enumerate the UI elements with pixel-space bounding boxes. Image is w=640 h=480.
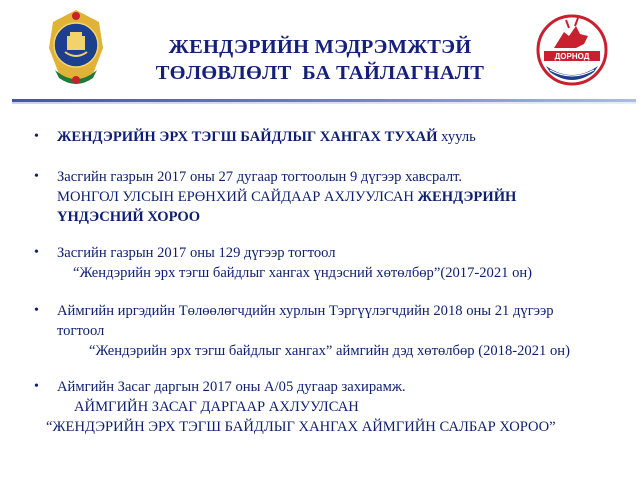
- bullet-2: •: [34, 169, 39, 184]
- bullet-5: •: [34, 379, 39, 394]
- dornod-emblem-icon: [536, 14, 608, 86]
- bullet-1: •: [34, 129, 39, 144]
- item-2-line-2: МОНГОЛ УЛСЫН ЕРӨНХИЙ САЙДААР АХЛУУЛСАН: [57, 189, 418, 205]
- item-4-line-2: тогтоол: [57, 323, 105, 339]
- item-3-line-1: Засгийн газрын 2017 оны 129 дүгээр тогтоол: [57, 245, 336, 261]
- item-2-line-1: Засгийн газрын 2017 оны 27 дугаар тогтоолын 9 дүгээр хавсралт.: [57, 169, 463, 185]
- list-item-5: [46, 377, 556, 437]
- item-4-line-3: “Жендэрийн эрх тэгш байдлыг хангах” аймгийн дэд хөтөлбөр (2018-2021 он): [89, 343, 570, 359]
- page-title: [110, 34, 530, 86]
- item-3-line-2: “Жендэрийн эрх тэгш байдлыг хангах үндэсний хөтөлбөр”(2017-2021 он): [73, 265, 533, 281]
- bullet-4: •: [34, 303, 39, 318]
- bullet-3: •: [34, 245, 39, 260]
- title-line-2: ТӨЛӨВЛӨЛТ БА ТАЙЛАГНАЛТ: [155, 62, 485, 84]
- dornod-label: ДОРНОД: [554, 52, 590, 61]
- title-line-1: ЖЕНДЭРИЙН МЭДРЭМЖТЭЙ: [168, 36, 472, 58]
- header-divider-shadow: [12, 102, 636, 104]
- item-5-line-1: Аймгийн Засаг даргын 2017 оны А/05 дугаар захирамж.: [57, 379, 406, 395]
- list-item-4: [57, 301, 570, 361]
- state-emblem-icon: [47, 8, 105, 88]
- item-5-line-3: “ЖЕНДЭРИЙН ЭРХ ТЭГШ БАЙДЛЫГ ХАНГАХ АЙМГИЙН САЛБАР ХОРОО”: [46, 419, 556, 435]
- item-4-line-1: Аймгийн иргэдийн Төлөөлөгчдийн хурлын Тэргүүлэгчдийн 2018 оны 21 дүгээр: [57, 303, 554, 319]
- item-2-line-2-bold: ЖЕНДЭРИЙН: [417, 189, 517, 205]
- item-2-line-3: ҮНДЭСНИЙ ХОРОО: [57, 209, 201, 225]
- law-suffix: хууль: [437, 129, 476, 145]
- item-5-line-2: АЙМГИЙН ЗАСАГ ДАРГААР АХЛУУЛСАН: [74, 399, 359, 415]
- law-title: ЖЕНДЭРИЙН ЭРХ ТЭГШ БАЙДЛЫГ ХАНГАХ ТУХАЙ: [57, 129, 438, 145]
- list-item-3: [57, 243, 532, 283]
- list-item-2: [57, 167, 516, 227]
- list-item-1: [57, 127, 476, 147]
